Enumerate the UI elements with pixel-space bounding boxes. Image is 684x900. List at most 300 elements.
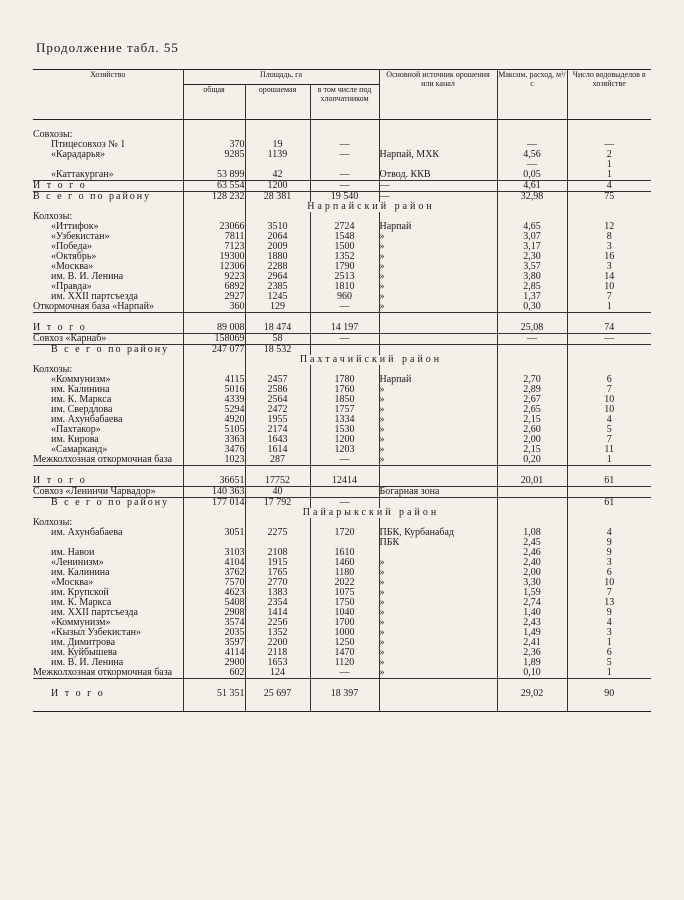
total-area-cell: 5016 [183, 385, 245, 395]
cotton-area-cell: 18 397 [310, 679, 379, 700]
total-area-cell: 2035 [183, 628, 245, 638]
cotton-area-cell: 1810 [310, 282, 379, 292]
outlets-cell: 4 [567, 528, 651, 538]
irrigated-area-cell: 1915 [245, 558, 310, 568]
max-flow-cell: 2,74 [497, 598, 567, 608]
cotton-area-cell: 1500 [310, 242, 379, 252]
cotton-area-cell: 1120 [310, 658, 379, 668]
cotton-area-cell: — [310, 170, 379, 181]
farm-name-cell: «Победа» [51, 241, 93, 252]
max-flow-cell: 2,85 [497, 282, 567, 292]
cotton-area-cell: 1334 [310, 415, 379, 425]
max-flow-cell: 3,80 [497, 272, 567, 282]
total-area-cell: 89 008 [183, 313, 245, 334]
total-area-cell: 4623 [183, 588, 245, 598]
farm-name-cell: им. Димитрова [51, 637, 116, 648]
max-flow-cell: 0,30 [497, 302, 567, 313]
farm-name-cell: Колхозы: [33, 364, 73, 375]
total-area-cell: 3363 [183, 435, 245, 445]
irrigated-area-cell: 17752 [245, 466, 310, 487]
irrigated-area-cell: 2200 [245, 638, 310, 648]
cotton-area-cell: 1720 [310, 528, 379, 538]
district-name: Нарпайский район [245, 202, 497, 212]
source-cell: » [379, 648, 497, 658]
table-row [33, 679, 651, 700]
source-cell: » [379, 232, 497, 242]
source-cell [379, 679, 497, 700]
irrigated-area-cell: 2275 [245, 528, 310, 538]
max-flow-cell: 1,37 [497, 292, 567, 302]
source-cell: » [379, 292, 497, 302]
farm-name-cell: им. Крупской [51, 587, 109, 598]
irrigated-area-cell: 129 [245, 302, 310, 313]
total-area-cell: 19300 [183, 252, 245, 262]
district-row [33, 202, 651, 212]
irrigated-area-cell: 28 381 [245, 192, 310, 203]
irrigated-area-cell: 1383 [245, 588, 310, 598]
source-cell: » [379, 628, 497, 638]
irrigated-area-cell: 2964 [245, 272, 310, 282]
irrigated-area-cell: 2064 [245, 232, 310, 242]
total-area-cell: 1023 [183, 455, 245, 466]
total-area-cell: 9223 [183, 272, 245, 282]
irrigated-area-cell: 25 697 [245, 679, 310, 700]
source-cell [379, 548, 497, 558]
farm-name-cell: «Коммунизм» [51, 374, 111, 385]
cotton-area-cell: — [310, 181, 379, 192]
irrigated-area-cell: 2256 [245, 618, 310, 628]
farm-name-cell: «Кызыл Узбекистан» [51, 627, 142, 638]
irrigated-area-cell: 2457 [245, 375, 310, 385]
max-flow-cell: 29,02 [497, 679, 567, 700]
irrigated-area-cell: 2385 [245, 282, 310, 292]
outlets-cell: 9 [567, 608, 651, 618]
outlets-cell: 14 [567, 272, 651, 282]
total-area-cell: 177 014 [183, 498, 245, 509]
total-area-cell: 360 [183, 302, 245, 313]
farm-name-cell: «Ленинизм» [51, 557, 104, 568]
cotton-area-cell: 1610 [310, 548, 379, 558]
total-area-cell: 5408 [183, 598, 245, 608]
cotton-area-cell: 960 [310, 292, 379, 302]
outlets-cell: 4 [567, 181, 651, 192]
cotton-area-cell: 14 197 [310, 313, 379, 334]
max-flow-cell: 20,01 [497, 466, 567, 487]
header-max-flow: Максим. расход, м³/с [497, 70, 567, 120]
irrigated-area-cell: 2174 [245, 425, 310, 435]
table-body [33, 120, 651, 712]
farm-name-cell: им. Навои [51, 547, 95, 558]
source-cell: » [379, 618, 497, 628]
source-cell: Нарпай, МХК [379, 150, 497, 160]
max-flow-cell: 4,56 [497, 150, 567, 160]
cotton-area-cell [310, 487, 379, 498]
farm-name-cell: Совхозы: [33, 129, 73, 140]
farm-name-cell: «Москва» [51, 577, 94, 588]
outlets-cell: 4 [567, 618, 651, 628]
farm-name-cell: «Карадарья» [51, 149, 106, 160]
source-cell: » [379, 455, 497, 466]
max-flow-cell: 4,65 [497, 222, 567, 232]
max-flow-cell: 0,05 [497, 170, 567, 181]
irrigated-area-cell: 1200 [245, 181, 310, 192]
outlets-cell: — [567, 334, 651, 345]
header-irrigated: орошаемая [245, 85, 310, 120]
table-row [33, 181, 651, 192]
farm-name-cell: Колхозы: [33, 517, 73, 528]
farm-name-cell: «Узбекистан» [51, 231, 110, 242]
total-area-cell: 3476 [183, 445, 245, 455]
source-cell: ПБК [379, 538, 497, 548]
max-flow-cell: — [497, 334, 567, 345]
irrigated-area-cell: 124 [245, 668, 310, 679]
source-cell: » [379, 282, 497, 292]
farm-name-cell: им. XXII партсъезда [51, 607, 138, 618]
irrigated-area-cell: 58 [245, 334, 310, 345]
outlets-cell: 3 [567, 628, 651, 638]
cotton-area-cell: 1470 [310, 648, 379, 658]
max-flow-cell: 2,46 [497, 548, 567, 558]
total-area-cell: 4339 [183, 395, 245, 405]
source-cell: » [379, 302, 497, 313]
table-row [33, 466, 651, 487]
outlets-cell: 3 [567, 558, 651, 568]
outlets-cell: 9 [567, 548, 651, 558]
farm-name-cell: В с е г о по району [33, 345, 183, 356]
farm-name-cell: Межколхозная откормочная база [33, 454, 173, 465]
outlets-cell: 11 [567, 445, 651, 455]
source-cell: » [379, 415, 497, 425]
source-cell: Богарная зона [379, 487, 497, 498]
irrigated-area-cell: 2472 [245, 405, 310, 415]
farm-name-cell: им. К. Маркса [51, 597, 112, 608]
total-area-cell: 7811 [183, 232, 245, 242]
max-flow-cell: 32,98 [497, 192, 567, 203]
farm-name-cell: Откормочная база «Нарпай» [33, 301, 154, 312]
outlets-cell: 7 [567, 435, 651, 445]
cotton-area-cell: 1040 [310, 608, 379, 618]
total-area-cell: 3051 [183, 528, 245, 538]
irrigated-area-cell: 2586 [245, 385, 310, 395]
total-area-cell: 36651 [183, 466, 245, 487]
source-cell: » [379, 395, 497, 405]
outlets-cell: 10 [567, 405, 651, 415]
outlets-cell: 10 [567, 395, 651, 405]
source-cell: » [379, 262, 497, 272]
source-cell: » [379, 568, 497, 578]
irrigated-area-cell: 19 [245, 140, 310, 150]
outlets-cell [567, 487, 651, 498]
cotton-area-cell: 19 540 [310, 192, 379, 203]
cotton-area-cell: 12414 [310, 466, 379, 487]
table-row [33, 668, 651, 679]
total-area-cell: 2900 [183, 658, 245, 668]
total-area-cell: 63 554 [183, 181, 245, 192]
total-area-cell: 128 232 [183, 192, 245, 203]
farm-name-cell: И т о г о [33, 313, 183, 334]
irrigated-area-cell: 1414 [245, 608, 310, 618]
farm-name-cell: «Октябрь» [51, 251, 97, 262]
source-cell: » [379, 405, 497, 415]
outlets-cell: 7 [567, 292, 651, 302]
farm-name-cell: им. Ахунбабаева [51, 527, 123, 538]
cotton-area-cell: 1352 [310, 252, 379, 262]
irrigated-area-cell: 2564 [245, 395, 310, 405]
source-cell: » [379, 272, 497, 282]
total-area-cell: 4115 [183, 375, 245, 385]
max-flow-cell: 25,08 [497, 313, 567, 334]
cotton-area-cell: — [310, 140, 379, 150]
source-cell: » [379, 608, 497, 618]
cotton-area-cell: 1760 [310, 385, 379, 395]
table-row [33, 528, 651, 538]
farm-name-cell: им. Кирова [51, 434, 99, 445]
district-name: Пахтачийский район [245, 355, 497, 365]
irrigated-area-cell: 1614 [245, 445, 310, 455]
cotton-area-cell: 1750 [310, 598, 379, 608]
page-title: Продолжение табл. 55 [36, 40, 179, 55]
table-row [33, 302, 651, 313]
cotton-area-cell: — [310, 150, 379, 160]
max-flow-cell: 2,15 [497, 445, 567, 455]
total-area-cell: 3597 [183, 638, 245, 648]
cotton-area-cell: 1250 [310, 638, 379, 648]
max-flow-cell: 2,41 [497, 638, 567, 648]
farm-name-cell: Колхозы: [33, 211, 73, 222]
source-cell: » [379, 668, 497, 679]
source-cell: » [379, 242, 497, 252]
header-source: Основной источник орошения или канал [379, 70, 497, 120]
source-cell: ПБК, Курбанабад [379, 528, 497, 538]
outlets-cell: 4 [567, 415, 651, 425]
max-flow-cell: 2,00 [497, 435, 567, 445]
max-flow-cell: 2,15 [497, 415, 567, 425]
max-flow-cell: 0,20 [497, 455, 567, 466]
irrigated-area-cell: 2288 [245, 262, 310, 272]
total-area-cell: 12306 [183, 262, 245, 272]
total-area-cell: 5105 [183, 425, 245, 435]
outlets-cell: 1 [567, 170, 651, 181]
farm-name-cell: И т о г о [33, 466, 183, 487]
max-flow-cell: 3,30 [497, 578, 567, 588]
cotton-area-cell: 2513 [310, 272, 379, 282]
total-area-cell: 3103 [183, 548, 245, 558]
farm-name-cell: им. XXII партсъезда [51, 291, 138, 302]
outlets-cell: 74 [567, 313, 651, 334]
outlets-cell: 61 [567, 498, 651, 509]
farm-name-cell: «Правда» [51, 281, 92, 292]
max-flow-cell: 2,36 [497, 648, 567, 658]
total-area-cell: 9285 [183, 150, 245, 160]
table-row [33, 313, 651, 334]
irrigated-area-cell: 40 [245, 487, 310, 498]
cotton-area-cell: 1757 [310, 405, 379, 415]
table-row [33, 334, 651, 345]
max-flow-cell: 3,07 [497, 232, 567, 242]
table-header [33, 70, 651, 120]
total-area-cell: 5294 [183, 405, 245, 415]
max-flow-cell: 2,70 [497, 375, 567, 385]
farm-name-cell: И т о г о [33, 679, 183, 700]
farm-name-cell: Птицесовхоз № 1 [51, 139, 126, 150]
max-flow-cell: 2,65 [497, 405, 567, 415]
farm-name-cell: Межколхозная откормочная база [33, 667, 173, 678]
farm-name-cell: им. В. И. Ленина [51, 657, 124, 668]
cotton-area-cell: 1200 [310, 435, 379, 445]
cotton-area-cell: 1790 [310, 262, 379, 272]
total-area-cell: 140 363 [183, 487, 245, 498]
total-area-cell: 2908 [183, 608, 245, 618]
source-cell: » [379, 435, 497, 445]
outlets-cell: 61 [567, 466, 651, 487]
farm-name-cell: И т о г о [33, 181, 183, 192]
outlets-cell: 6 [567, 375, 651, 385]
farm-name-cell: Совхоз «Карнаб» [33, 334, 183, 345]
outlets-cell: 2 [567, 150, 651, 160]
outlets-cell: 6 [567, 648, 651, 658]
outlets-cell: 8 [567, 232, 651, 242]
outlets-cell: 5 [567, 658, 651, 668]
source-cell: » [379, 658, 497, 668]
cotton-area-cell: — [310, 498, 379, 509]
source-cell: Отвод. ККВ [379, 170, 497, 181]
outlets-cell: 13 [567, 598, 651, 608]
farm-name-cell: «Пахтакор» [51, 424, 101, 435]
total-area-cell: 370 [183, 140, 245, 150]
farm-name-cell: им. Калинина [51, 384, 110, 395]
total-area-cell: 23066 [183, 222, 245, 232]
cotton-area-cell: — [310, 455, 379, 466]
cotton-area-cell: — [310, 334, 379, 345]
outlets-cell: 1 [567, 455, 651, 466]
cotton-area-cell: 1548 [310, 232, 379, 242]
source-cell: » [379, 598, 497, 608]
max-flow-cell: 1,89 [497, 658, 567, 668]
source-cell: — [379, 181, 497, 192]
max-flow-cell: 2,40 [497, 558, 567, 568]
source-cell [379, 130, 497, 140]
irrigated-area-cell: 2108 [245, 548, 310, 558]
outlets-cell: 7 [567, 385, 651, 395]
irrigated-area-cell: 2354 [245, 598, 310, 608]
farm-name-cell: «Каттакурган» [51, 169, 114, 180]
total-area-cell: 53 899 [183, 170, 245, 181]
source-cell: — [379, 192, 497, 203]
cotton-area-cell: 1530 [310, 425, 379, 435]
district-row [33, 355, 651, 365]
max-flow-cell [497, 487, 567, 498]
outlets-cell: 3 [567, 262, 651, 272]
source-cell: Нарпай [379, 375, 497, 385]
outlets-cell: 5 [567, 425, 651, 435]
table-row [33, 455, 651, 466]
max-flow-cell: 2,89 [497, 385, 567, 395]
farm-name-cell: Совхоз «Ленинчи Чарвадор» [33, 487, 183, 498]
farm-name-cell: «Иттифок» [51, 221, 99, 232]
source-cell: » [379, 638, 497, 648]
outlets-cell: 12 [567, 222, 651, 232]
max-flow-cell: 2,00 [497, 568, 567, 578]
max-flow-cell: 2,43 [497, 618, 567, 628]
outlets-cell: 1 [567, 638, 651, 648]
total-area-cell: 4920 [183, 415, 245, 425]
cotton-area-cell: 1700 [310, 618, 379, 628]
irrigated-area-cell: 2118 [245, 648, 310, 658]
source-cell: Нарпай [379, 222, 497, 232]
max-flow-cell: 2,60 [497, 425, 567, 435]
max-flow-cell: 1,40 [497, 608, 567, 618]
table-row [33, 150, 651, 160]
max-flow-cell: 0,10 [497, 668, 567, 679]
max-flow-cell: 2,30 [497, 252, 567, 262]
source-cell: » [379, 578, 497, 588]
irrigated-area-cell: 1955 [245, 415, 310, 425]
max-flow-cell: 1,49 [497, 628, 567, 638]
irrigated-area-cell: 18 474 [245, 313, 310, 334]
farm-name-cell: им. Ахунбабаева [51, 414, 123, 425]
cotton-area-cell: 1780 [310, 375, 379, 385]
irrigated-area-cell: 1352 [245, 628, 310, 638]
total-area-cell: 158069 [183, 334, 245, 345]
max-flow-cell: 2,45 [497, 538, 567, 548]
farm-name-cell: В с е г о по району [33, 192, 183, 203]
outlets-cell: 1 [567, 160, 651, 170]
cotton-area-cell: 1075 [310, 588, 379, 598]
header-farm: Хозяйство [33, 70, 183, 120]
header-cotton: в том числе под хлопчатником [310, 85, 379, 120]
outlets-cell: 9 [567, 538, 651, 548]
header-total: общая [183, 85, 245, 120]
outlets-cell: 6 [567, 568, 651, 578]
max-flow-cell [497, 498, 567, 509]
max-flow-cell: 3,57 [497, 262, 567, 272]
district-name: Пайарыкский район [245, 508, 497, 518]
farm-name-cell: им. Калинина [51, 567, 110, 578]
irrigated-area-cell: 287 [245, 455, 310, 466]
outlets-cell: 75 [567, 192, 651, 203]
outlets-cell: 3 [567, 242, 651, 252]
total-area-cell: 602 [183, 668, 245, 679]
header-area-group: Площадь, га [183, 70, 379, 85]
cotton-area-cell: 1850 [310, 395, 379, 405]
total-area-cell: 247 077 [183, 345, 245, 356]
outlets-cell: — [567, 140, 651, 150]
irrigation-table [33, 69, 651, 712]
source-cell: » [379, 385, 497, 395]
farm-name-cell: им. Куйбышева [51, 647, 117, 658]
irrigated-area-cell: 1880 [245, 252, 310, 262]
farm-name-cell: им. К. Маркса [51, 394, 112, 405]
outlets-cell: 7 [567, 588, 651, 598]
max-flow-cell: 2,67 [497, 395, 567, 405]
irrigated-area-cell: 1643 [245, 435, 310, 445]
outlets-cell: 90 [567, 679, 651, 700]
total-area-cell: 4104 [183, 558, 245, 568]
cotton-area-cell: 1000 [310, 628, 379, 638]
irrigated-area-cell: 2770 [245, 578, 310, 588]
farm-name-cell: «Самарканд» [51, 444, 108, 455]
max-flow-cell: 1,08 [497, 528, 567, 538]
header-outlets: Число водовыделов в хозяйстве [567, 70, 651, 120]
farm-name-cell: им. В. И. Ленина [51, 271, 124, 282]
total-area-cell: 51 351 [183, 679, 245, 700]
irrigated-area-cell: 1653 [245, 658, 310, 668]
farm-name-cell: им. Свердлова [51, 404, 113, 415]
max-flow-cell: 4,61 [497, 181, 567, 192]
outlets-cell: 10 [567, 282, 651, 292]
irrigated-area-cell: 17 792 [245, 498, 310, 509]
irrigated-area-cell: 1765 [245, 568, 310, 578]
